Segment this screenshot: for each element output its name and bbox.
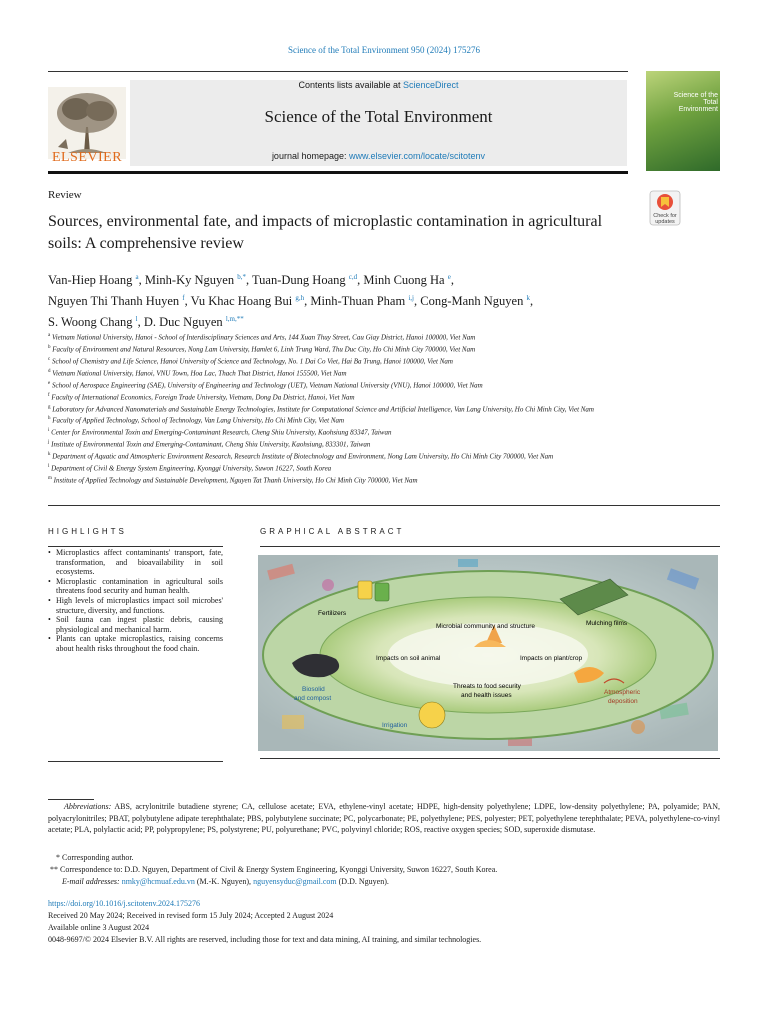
ga-fertilizers-label: Fertilizers [318, 610, 347, 617]
email-label: E-mail addresses: [62, 877, 120, 886]
affiliation: $^d$ Vietnam National University, Hanoi, VNU Town, Hoa Lac, Thach That District, Hanoi 155500, Viet Nam [48, 368, 347, 378]
author[interactable]: Vu Khac Hoang Bui $^{g,h}$ [190, 294, 305, 309]
graphical-abstract-rule-top [260, 546, 720, 547]
graphical-abstract-figure [258, 555, 718, 751]
email-owner: (D.D. Nguyen). [336, 877, 389, 886]
highlights-list [48, 548, 223, 654]
ga-microbial-label: Microbial community and structure [436, 623, 535, 630]
available-online-date: Available online 3 August 2024 [48, 923, 150, 932]
ga-atmospheric-label: Atmospheric [604, 689, 641, 696]
affiliation: $^b$ Faculty of Environment and Natural Resources, Nong Lam University, Hamlet 6, Linh Trung Ward, Thu Duc City, Ho Chi Minh City 700000, Viet Nam [48, 344, 476, 354]
affiliation: $^g$ Laboratory for Advanced Nanomaterials and Sustainable Energy Technologies, Institute for Computational Science and Artificial Intelligence, Van Lang University, Ho Chi Minh City, Viet Nam [48, 404, 594, 413]
running-head[interactable]: Science of the Total Environment 950 (2024) 175276 [288, 45, 480, 55]
ga-soil-animal-label: Impacts on soil animal [376, 655, 441, 662]
homepage-prefix: journal homepage: [271, 151, 349, 161]
author[interactable]: Cong-Manh Nguyen $^k$ [420, 294, 530, 309]
footnote-rule [48, 799, 94, 800]
ga-irrigation-label: Irrigation [382, 722, 408, 729]
affiliation: $^k$ Department of Aquatic and Atmospheric Environment Research, Research Institute of Biotechnology and Environment, Nong Lam University, Ho Chi Minh City 700000, Viet Nam [48, 452, 554, 461]
highlights-rule-top [48, 546, 223, 547]
highlight-item: • Soil fauna can ingest plastic debris, causing physiological and mechanical harm. [48, 615, 223, 634]
author[interactable]: Minh-Thuan Pham $^{i,j}$ [310, 294, 414, 309]
doi-link[interactable]: https://doi.org/10.1016/j.scitotenv.2024.175276 [48, 899, 200, 908]
ga-compost-label: and compost [294, 695, 332, 702]
journal-cover-image [646, 71, 720, 171]
author[interactable]: Minh-Ky Nguyen $^{b,*}$ [144, 273, 246, 288]
journal-homepage-line [130, 151, 627, 161]
affiliation: $^e$ School of Aerospace Engineering (SAE), University of Engineering and Technology (UET), Vietnam National University (VNU), Hanoi 100000, Viet Nam [48, 380, 483, 390]
graphical-abstract-rule-bottom [260, 758, 720, 759]
affiliation: $^a$ Vietnam National University, Hanoi - School of Interdisciplinary Sciences and Arts, 144 Xuan Thuy Street, Cau Giay District, Hanoi 100000, Viet Nam [48, 333, 476, 342]
contents-available-line [130, 80, 627, 90]
affiliation: $^m$ Institute of Applied Technology and Sustainable Development, Nguyen Tat Thanh University, Ho Chi Minh City 700000, Viet Nam [48, 476, 418, 485]
abbreviations-label: Abbreviations: [64, 802, 112, 811]
author[interactable]: Van-Hiep Hoang $^a$ [48, 273, 139, 288]
abbreviations-footnote [48, 801, 720, 836]
highlight-item: • High levels of microplastics impact soil microbes' structure, diversity, and functions. [48, 596, 223, 615]
copyright-notice: 0048-9697/© 2024 Elsevier B.V. All rights are reserved, including those for text and data mining, AI training, and similar technologies. [48, 935, 482, 944]
highlight-item: • Microplastics affect contaminants' transport, fate, transformation, and bioavailability in soil ecosystems. [48, 548, 223, 577]
article-title: Sources, environmental fate, and impacts of microplastic contamination in agricultural soils: A comprehensive review [48, 213, 603, 252]
affiliation: $^h$ Faculty of Applied Technology, School of Technology, Van Lang University, Ho Chi Minh City, Viet Nam [48, 416, 345, 425]
graphical-abstract-heading: GRAPHICAL ABSTRACT [260, 527, 405, 536]
affiliation-list [48, 331, 628, 486]
header-rule-bottom [48, 171, 628, 174]
ga-health-label: and health issues [461, 692, 512, 699]
correspondence-note: ** Correspondence to: D.D. Nguyen, Department of Civil & Energy System Engineering, Kyonggi University, Suwon 16227, South Korea. [50, 865, 498, 874]
journal-title: Science of the Total Environment [264, 107, 493, 126]
email-link[interactable]: nguyensyduc@gmail.com [253, 877, 337, 886]
ga-plant-crop-label: Impacts on plant/crop [520, 655, 583, 662]
affiliation: $^f$ Faculty of International Economics, Foreign Trade University, Vietnam, Dong Da District, Hanoi, Viet Nam [48, 392, 355, 401]
author[interactable]: Tuan-Dung Hoang $^{c,d}$ [251, 273, 358, 288]
check-for-updates-label[interactable]: Check for updates [653, 213, 677, 225]
ga-biosolid-label: Biosolid [302, 686, 325, 693]
ga-threats-label: Threats to food security [453, 683, 521, 690]
highlights-rule-bottom [48, 761, 223, 762]
author[interactable]: Minh Cuong Ha $^e$ [363, 273, 451, 288]
author[interactable]: S. Woong Chang $^l$ [48, 315, 138, 330]
ga-deposition-label: deposition [608, 698, 638, 705]
ga-mulching-label: Mulching films [586, 620, 628, 627]
section-divider [48, 505, 720, 506]
journal-cover-title: Science of the Total Environment [673, 92, 718, 113]
corresponding-author-note: * Corresponding author. [56, 853, 134, 862]
journal-homepage-link[interactable]: www.elsevier.com/locate/scitotenv [349, 151, 486, 161]
highlight-item: • Microplastic contamination in agricultural soils threatens food security and human health. [48, 577, 223, 596]
highlight-item: • Plants can uptake microplastics, raising concerns about health risks throughout the food chain. [48, 634, 223, 653]
email-owner: (M.-K. Nguyen), [194, 877, 254, 886]
abbreviations-text: ABS, acrylonitrile butadiene styrene; CA, cellulose acetate; EVA, ethylene-vinyl acetate; HDPE, high-density polyethylene; LDPE, low-density polyethylene; PA, polyamide; PAN, polyacrylonitriles; PBAT, polybutylene adipate terephthalate; PBS, polybutylene succinate; PC, polycarbonate; PE, polyethylene; PES, polyester; PET, polyethylene terephthalate; PEVA, polyethylene-co-vinyl acetate; PLA, polylactic acid; PP, polypropylene; PS, polystyrene; PU, polyurethane; PVC, polyvinyl chloride; ROS, reactive oxygen species; SOD, superoxide dismutase. [48, 802, 720, 834]
author[interactable]: Nguyen Thi Thanh Huyen $^f$ [48, 294, 185, 309]
publisher-wordmark: ELSEVIER [51, 150, 123, 165]
affiliation: $^l$ Department of Civil & Energy System Engineering, Kyonggi University, Suwon 16227, South Korea [48, 464, 332, 473]
author[interactable]: D. Duc Nguyen $^{l,m,**}$ [143, 315, 244, 330]
sciencedirect-link[interactable]: ScienceDirect [403, 80, 459, 90]
article-type: Review [48, 189, 82, 201]
affiliation: $^i$ Center for Environmental Toxin and Emerging-Contaminant Research, Cheng Shiu University, Kaohsiung 83347, Taiwan [48, 428, 392, 437]
author-list: Van-Hiep Hoang $^a$, Minh-Ky Nguyen $^{b,*}$, Tuan-Dung Hoang $^{c,d}$, Minh Cuong Ha $^e$, Nguyen Thi Thanh Huyen $^f$, Vu Khac Hoang Bui $^{g,h}$, Minh-Thuan Pham $^{i,j}$, Cong-Manh Nguyen $^k$, S. Woong Chang $^l$, D. Duc Nguyen $^{l,m,**}$ [48, 273, 534, 330]
affiliation: $^c$ School of Chemistry and Life Science, Hanoi University of Science and Technology, No. 1 Dai Co Viet, Hai Ba Trung, Hanoi 100000, Viet Nam [48, 356, 453, 366]
highlights-heading: HIGHLIGHTS [48, 527, 127, 536]
header-rule-top [48, 71, 628, 72]
affiliation: $^j$ Institute of Environmental Toxin and Emerging-Contaminant, Cheng Shiu University, Kaohsiung, 833301, Taiwan [48, 440, 371, 449]
contents-prefix: Contents lists available at [298, 80, 404, 90]
email-link[interactable]: nmky@hcmuaf.edu.vn [121, 877, 195, 886]
email-addresses [62, 877, 389, 886]
article-history: Received 20 May 2024; Received in revised form 15 July 2024; Accepted 2 August 2024 [48, 911, 334, 920]
